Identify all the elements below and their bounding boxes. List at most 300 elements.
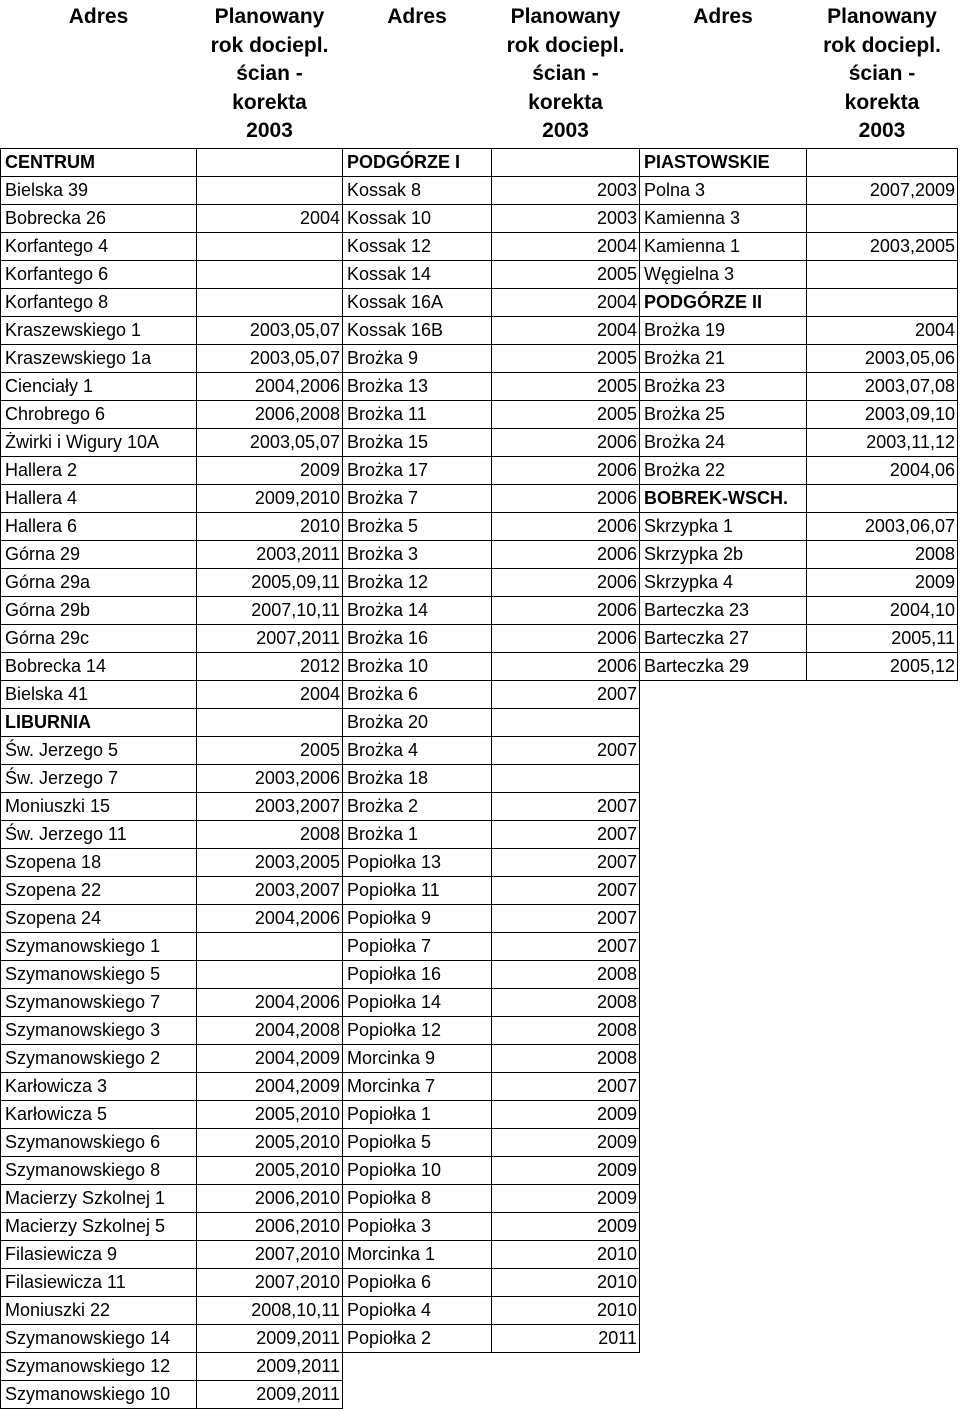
address-cell: Brożka 15 xyxy=(343,428,492,456)
address-cell: Polna 3 xyxy=(640,176,807,204)
table-row xyxy=(1,344,958,372)
address-cell: Popiołka 10 xyxy=(343,1156,492,1184)
header-year-line: Planowany xyxy=(827,5,937,28)
empty-cell xyxy=(807,792,958,820)
address-cell: Brożka 5 xyxy=(343,512,492,540)
header-year-line: rok docie​pl. xyxy=(823,33,941,57)
address-cell: Brożka 4 xyxy=(343,736,492,764)
year-cell: 2003,2005 xyxy=(807,232,958,260)
address-cell: Barteczka 23 xyxy=(640,596,807,624)
year-cell: 2004,10 xyxy=(807,596,958,624)
address-cell: Brożka 22 xyxy=(640,456,807,484)
table-row xyxy=(1,652,958,680)
year-cell: 2005,09,11 xyxy=(197,568,343,596)
address-cell: Brożka 6 xyxy=(343,680,492,708)
address-cell: Bobrecka 14 xyxy=(1,652,197,680)
address-cell: Brożka 7 xyxy=(343,484,492,512)
table-row xyxy=(1,1128,958,1156)
year-cell: 2007,2009 xyxy=(807,176,958,204)
address-cell: Cienciały 1 xyxy=(1,372,197,400)
address-cell: Szymanowskiego 12 xyxy=(1,1352,197,1380)
year-cell: 2008 xyxy=(197,820,343,848)
year-cell: 2007,2010 xyxy=(197,1240,343,1268)
year-cell: 2004 xyxy=(807,316,958,344)
empty-cell xyxy=(807,1184,958,1212)
year-cell: 2003,05,07 xyxy=(197,316,343,344)
address-cell: Św. Jerzego 5 xyxy=(1,736,197,764)
table-row xyxy=(1,988,958,1016)
empty-cell xyxy=(807,904,958,932)
year-cell: 2003,05,07 xyxy=(197,428,343,456)
address-cell: Brożka 21 xyxy=(640,344,807,372)
address-cell: Karłowicza 5 xyxy=(1,1100,197,1128)
address-cell: Chrobrego 6 xyxy=(1,400,197,428)
address-cell: Popiołka 13 xyxy=(343,848,492,876)
year-cell xyxy=(807,204,958,232)
address-cell: Kossak 16B xyxy=(343,316,492,344)
table-row xyxy=(1,1072,958,1100)
empty-cell xyxy=(807,848,958,876)
header-address-3: Adres xyxy=(693,5,753,28)
address-cell: Popiołka 16 xyxy=(343,960,492,988)
year-cell: 2009 xyxy=(492,1212,640,1240)
year-cell: 2004,2009 xyxy=(197,1072,343,1100)
year-cell: 2011 xyxy=(492,1324,640,1352)
year-cell: 2005 xyxy=(197,736,343,764)
table-row xyxy=(1,176,958,204)
table-row xyxy=(1,540,958,568)
header-year-line: korekta xyxy=(232,90,307,114)
table-row xyxy=(1,456,958,484)
year-cell: 2008 xyxy=(492,988,640,1016)
address-cell: Kraszewskiego 1a xyxy=(1,344,197,372)
address-cell: Brożka 19 xyxy=(640,316,807,344)
header-address-1: Adres xyxy=(68,5,129,28)
table-row xyxy=(1,1156,958,1184)
empty-cell xyxy=(640,988,807,1016)
year-cell: 2007 xyxy=(492,876,640,904)
empty-cell xyxy=(640,1184,807,1212)
address-cell: Brożka 13 xyxy=(343,372,492,400)
address-cell: Hallera 2 xyxy=(1,456,197,484)
address-cell: Morcinka 7 xyxy=(343,1072,492,1100)
table-row xyxy=(1,1324,958,1352)
address-cell: Barteczka 29 xyxy=(640,652,807,680)
table-row xyxy=(1,1044,958,1072)
year-cell: 2006 xyxy=(492,428,640,456)
address-cell: Szymanowskiego 14 xyxy=(1,1324,197,1352)
address-cell: Św. Jerzego 11 xyxy=(1,820,197,848)
empty-cell xyxy=(807,1100,958,1128)
address-cell: Popiołka 12 xyxy=(343,1016,492,1044)
empty-cell xyxy=(640,960,807,988)
section-heading: BOBREK-WSCH. xyxy=(640,484,807,512)
table-row xyxy=(1,1240,958,1268)
table-row xyxy=(1,1100,958,1128)
empty-cell xyxy=(640,1268,807,1296)
year-cell: 2006,2010 xyxy=(197,1212,343,1240)
section-heading: LIBURNIA xyxy=(1,708,197,736)
year-cell: 2003,2007 xyxy=(197,792,343,820)
year-cell: 2007,2011 xyxy=(197,624,343,652)
address-cell: Brożka 2 xyxy=(343,792,492,820)
address-cell: Kossak 16A xyxy=(343,288,492,316)
year-cell: 2006,2010 xyxy=(197,1184,343,1212)
address-cell: Brożka 3 xyxy=(343,540,492,568)
year-cell: 2004,2006 xyxy=(197,904,343,932)
address-cell: Karłowicza 3 xyxy=(1,1072,197,1100)
address-cell: Brożka 17 xyxy=(343,456,492,484)
address-cell: Św. Jerzego 7 xyxy=(1,764,197,792)
header-year-1 xyxy=(197,0,343,148)
table-row xyxy=(1,1184,958,1212)
year-cell: 2007 xyxy=(492,1072,640,1100)
year-cell: 2003,07,08 xyxy=(807,372,958,400)
table-row xyxy=(1,932,958,960)
year-cell: 2004 xyxy=(492,232,640,260)
year-cell: 2004,2006 xyxy=(197,372,343,400)
table-row xyxy=(1,1296,958,1324)
table-row xyxy=(1,288,958,316)
year-cell: 2009,2011 xyxy=(197,1380,343,1408)
year-cell: 2010 xyxy=(492,1296,640,1324)
empty-cell xyxy=(492,1352,640,1380)
table-row xyxy=(1,428,958,456)
year-cell: 2008 xyxy=(807,540,958,568)
empty-cell xyxy=(640,1156,807,1184)
header-year-line: Planowany xyxy=(214,5,325,28)
address-cell: Morcinka 9 xyxy=(343,1044,492,1072)
year-cell: 2005,12 xyxy=(807,652,958,680)
table-row xyxy=(1,204,958,232)
year-cell: 2009 xyxy=(492,1184,640,1212)
table-row xyxy=(1,372,958,400)
header-year-line: rok docie​pl. xyxy=(210,33,329,57)
year-cell xyxy=(197,708,343,736)
empty-cell xyxy=(640,1128,807,1156)
year-cell: 2010 xyxy=(197,512,343,540)
year-cell: 2005 xyxy=(492,400,640,428)
year-cell: 2005,2010 xyxy=(197,1128,343,1156)
address-cell: Bielska 41 xyxy=(1,680,197,708)
empty-cell xyxy=(640,736,807,764)
empty-cell xyxy=(807,1016,958,1044)
address-cell: Popiołka 6 xyxy=(343,1268,492,1296)
address-cell: Szymanowskiego 1 xyxy=(1,932,197,960)
empty-cell xyxy=(343,1352,492,1380)
empty-cell xyxy=(640,904,807,932)
empty-cell xyxy=(640,1016,807,1044)
year-cell: 2004 xyxy=(492,288,640,316)
empty-cell xyxy=(640,764,807,792)
year-cell: 2006 xyxy=(492,568,640,596)
year-cell xyxy=(807,260,958,288)
address-cell: Kossak 14 xyxy=(343,260,492,288)
year-cell: 2006 xyxy=(492,456,640,484)
year-cell xyxy=(807,148,958,176)
empty-cell xyxy=(807,1380,958,1408)
address-cell: Kossak 12 xyxy=(343,232,492,260)
empty-cell xyxy=(640,848,807,876)
empty-cell xyxy=(807,960,958,988)
year-cell: 2005,2010 xyxy=(197,1156,343,1184)
address-cell: Kamienna 1 xyxy=(640,232,807,260)
address-cell: Morcinka 1 xyxy=(343,1240,492,1268)
address-cell: Szopena 22 xyxy=(1,876,197,904)
header-year-line: korekta xyxy=(844,90,920,114)
year-cell: 2010 xyxy=(492,1240,640,1268)
year-cell: 2006 xyxy=(492,624,640,652)
address-cell: Skrzypka 4 xyxy=(640,568,807,596)
header-year-line: 2003 xyxy=(858,119,906,142)
header-year-line: ścian - xyxy=(532,62,599,85)
address-cell: Brożka 23 xyxy=(640,372,807,400)
empty-cell xyxy=(807,736,958,764)
empty-cell xyxy=(640,1212,807,1240)
header-row xyxy=(1,0,958,148)
empty-cell xyxy=(640,932,807,960)
year-cell: 2004 xyxy=(492,316,640,344)
header-year-line: 2003 xyxy=(542,119,589,142)
empty-cell xyxy=(640,792,807,820)
address-cell: Barteczka 27 xyxy=(640,624,807,652)
empty-cell xyxy=(807,1324,958,1352)
year-cell xyxy=(197,288,343,316)
table-row xyxy=(1,624,958,652)
address-cell: Hallera 6 xyxy=(1,512,197,540)
header-year-2 xyxy=(492,0,640,148)
year-cell: 2003,06,07 xyxy=(807,512,958,540)
empty-cell xyxy=(807,1128,958,1156)
empty-cell xyxy=(640,1324,807,1352)
table-row xyxy=(1,1016,958,1044)
table-row xyxy=(1,1268,958,1296)
empty-cell xyxy=(640,1296,807,1324)
header-year-line: ścian - xyxy=(236,62,303,85)
table-row xyxy=(1,148,958,176)
address-cell: Popiołka 1 xyxy=(343,1100,492,1128)
empty-cell xyxy=(640,1100,807,1128)
table-row xyxy=(1,792,958,820)
year-cell: 2010 xyxy=(492,1268,640,1296)
year-cell: 2008 xyxy=(492,1044,640,1072)
empty-cell xyxy=(640,1240,807,1268)
empty-cell xyxy=(640,1380,807,1408)
year-cell: 2007,10,11 xyxy=(197,596,343,624)
year-cell: 2003,2011 xyxy=(197,540,343,568)
year-cell: 2005 xyxy=(492,344,640,372)
table-row xyxy=(1,400,958,428)
address-cell: Korfantego 8 xyxy=(1,288,197,316)
table-row xyxy=(1,820,958,848)
address-cell: Żwirki i Wigury 10A xyxy=(1,428,197,456)
year-cell: 2009 xyxy=(492,1100,640,1128)
address-cell: Węgielna 3 xyxy=(640,260,807,288)
year-cell: 2006 xyxy=(492,652,640,680)
year-cell: 2003,2005 xyxy=(197,848,343,876)
header-year-3 xyxy=(807,0,958,148)
address-cell: Brożka 25 xyxy=(640,400,807,428)
header-year-line: 2003 xyxy=(246,119,293,142)
address-cell: Brożka 18 xyxy=(343,764,492,792)
year-cell: 2009,2010 xyxy=(197,484,343,512)
year-cell xyxy=(492,764,640,792)
empty-cell xyxy=(640,1044,807,1072)
address-cell: Popiołka 2 xyxy=(343,1324,492,1352)
year-cell: 2009 xyxy=(197,456,343,484)
section-heading: PODGÓRZE I xyxy=(343,148,492,176)
year-cell: 2005 xyxy=(492,372,640,400)
address-cell: Macierzy Szkolnej 1 xyxy=(1,1184,197,1212)
year-cell: 2003,2007 xyxy=(197,876,343,904)
address-cell: Kossak 10 xyxy=(343,204,492,232)
address-cell: Popiołka 7 xyxy=(343,932,492,960)
address-cell: Popiołka 3 xyxy=(343,1212,492,1240)
empty-cell xyxy=(807,988,958,1016)
address-cell: Skrzypka 1 xyxy=(640,512,807,540)
address-cell: Hallera 4 xyxy=(1,484,197,512)
empty-cell xyxy=(807,932,958,960)
address-cell: Kamienna 3 xyxy=(640,204,807,232)
address-cell: Filasiewicza 11 xyxy=(1,1268,197,1296)
header-address-2: Adres xyxy=(387,5,447,28)
table-row xyxy=(1,596,958,624)
table-row xyxy=(1,680,958,708)
address-cell: Brożka 1 xyxy=(343,820,492,848)
header-year-line: korekta xyxy=(528,90,603,114)
table-row xyxy=(1,232,958,260)
empty-cell xyxy=(807,876,958,904)
empty-cell xyxy=(807,1072,958,1100)
year-cell: 2009,2011 xyxy=(197,1352,343,1380)
year-cell: 2004,2006 xyxy=(197,988,343,1016)
year-cell: 2003 xyxy=(492,204,640,232)
year-cell: 2003 xyxy=(492,176,640,204)
year-cell xyxy=(807,288,958,316)
address-cell: Szymanowskiego 2 xyxy=(1,1044,197,1072)
address-cell: Szymanowskiego 3 xyxy=(1,1016,197,1044)
year-cell xyxy=(197,148,343,176)
year-cell: 2003,05,06 xyxy=(807,344,958,372)
year-cell: 2009 xyxy=(492,1156,640,1184)
address-cell: Górna 29b xyxy=(1,596,197,624)
year-cell: 2004 xyxy=(197,204,343,232)
table-row xyxy=(1,568,958,596)
table-row xyxy=(1,960,958,988)
table-row xyxy=(1,708,958,736)
year-cell: 2004,06 xyxy=(807,456,958,484)
table-row xyxy=(1,260,958,288)
year-cell: 2006 xyxy=(492,512,640,540)
address-cell: Szymanowskiego 8 xyxy=(1,1156,197,1184)
year-cell: 2006 xyxy=(492,596,640,624)
empty-cell xyxy=(640,708,807,736)
table-row xyxy=(1,876,958,904)
year-cell: 2007 xyxy=(492,848,640,876)
address-cell: Górna 29 xyxy=(1,540,197,568)
year-cell: 2008,10,11 xyxy=(197,1296,343,1324)
empty-cell xyxy=(807,820,958,848)
year-cell xyxy=(197,176,343,204)
year-cell: 2005,2010 xyxy=(197,1100,343,1128)
address-cell: Popiołka 4 xyxy=(343,1296,492,1324)
address-cell: Kossak 8 xyxy=(343,176,492,204)
year-cell: 2003,05,07 xyxy=(197,344,343,372)
address-cell: Górna 29c xyxy=(1,624,197,652)
year-cell: 2004 xyxy=(197,680,343,708)
empty-cell xyxy=(640,1072,807,1100)
address-cell: Moniuszki 15 xyxy=(1,792,197,820)
table-row xyxy=(1,736,958,764)
empty-cell xyxy=(807,680,958,708)
empty-cell xyxy=(640,820,807,848)
empty-cell xyxy=(807,1240,958,1268)
address-cell: Popiołka 14 xyxy=(343,988,492,1016)
section-heading: PODGÓRZE II xyxy=(640,288,807,316)
year-cell: 2008 xyxy=(492,1016,640,1044)
empty-cell xyxy=(640,680,807,708)
table-row xyxy=(1,316,958,344)
address-cell: Moniuszki 22 xyxy=(1,1296,197,1324)
address-cell: Korfantego 4 xyxy=(1,232,197,260)
empty-cell xyxy=(807,1296,958,1324)
address-cell: Brożka 10 xyxy=(343,652,492,680)
table-row xyxy=(1,484,958,512)
address-cell: Szopena 18 xyxy=(1,848,197,876)
year-cell: 2004,2008 xyxy=(197,1016,343,1044)
address-cell: Brożka 16 xyxy=(343,624,492,652)
year-cell: 2009 xyxy=(492,1128,640,1156)
year-cell: 2009,2011 xyxy=(197,1324,343,1352)
address-cell: Bobrecka 26 xyxy=(1,204,197,232)
empty-cell xyxy=(807,1268,958,1296)
table-row xyxy=(1,512,958,540)
address-cell: Popiołka 9 xyxy=(343,904,492,932)
table-row xyxy=(1,1212,958,1240)
empty-cell xyxy=(807,708,958,736)
header-year-line: rok docie​pl. xyxy=(506,33,625,57)
year-cell xyxy=(197,232,343,260)
year-cell xyxy=(492,148,640,176)
table-row xyxy=(1,848,958,876)
year-cell: 2004,2009 xyxy=(197,1044,343,1072)
address-cell: Korfantego 6 xyxy=(1,260,197,288)
year-cell: 2006 xyxy=(492,484,640,512)
year-cell: 2007 xyxy=(492,680,640,708)
address-cell: Brożka 14 xyxy=(343,596,492,624)
empty-cell xyxy=(807,1044,958,1072)
year-cell: 2007 xyxy=(492,932,640,960)
year-cell: 2005,11 xyxy=(807,624,958,652)
address-cell: Skrzypka 2b xyxy=(640,540,807,568)
year-cell: 2012 xyxy=(197,652,343,680)
address-cell: Bielska 39 xyxy=(1,176,197,204)
header-year-line: ścian - xyxy=(848,62,916,85)
year-cell: 2003,2006 xyxy=(197,764,343,792)
address-cell: Brożka 11 xyxy=(343,400,492,428)
address-cell: Macierzy Szkolnej 5 xyxy=(1,1212,197,1240)
year-cell: 2009 xyxy=(807,568,958,596)
address-cell: Popiołka 8 xyxy=(343,1184,492,1212)
header-year-line: Planowany xyxy=(510,5,621,28)
empty-cell xyxy=(343,1380,492,1408)
address-cell: Szymanowskiego 5 xyxy=(1,960,197,988)
address-cell: Popiołka 5 xyxy=(343,1128,492,1156)
year-cell: 2007,2010 xyxy=(197,1268,343,1296)
address-cell: Popiołka 11 xyxy=(343,876,492,904)
table-row xyxy=(1,1352,958,1380)
empty-cell xyxy=(807,1352,958,1380)
